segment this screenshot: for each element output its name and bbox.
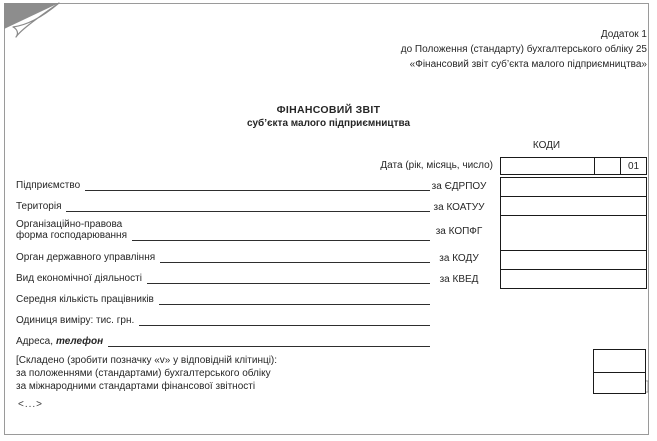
koatuu-code-box[interactable] (500, 196, 647, 216)
date-month-cell[interactable] (594, 158, 620, 174)
codes-header: КОДИ (532, 140, 561, 151)
date-day-cell: 01 (620, 158, 646, 174)
activity-row (16, 272, 430, 285)
employees-row (16, 293, 430, 306)
appendix-line-2: до Положення (стандарту) бухгалтерського обліку 25 (400, 44, 647, 55)
kodu-code-box[interactable] (500, 250, 647, 270)
kopfg-code-box[interactable] (500, 215, 647, 251)
gov-body-row (16, 251, 430, 264)
form-title-line-1: ФІНАНСОВИЙ ЗВІТ (276, 104, 381, 116)
footnote-line-1: [Складено (зробити позначку «v» у відповідній клітинці): (16, 355, 278, 366)
territory-input-line[interactable] (66, 200, 430, 212)
territory-row (16, 200, 430, 213)
ellipsis-mark: <...> (18, 399, 44, 410)
koatuu-label: за КОАТУУ (433, 202, 485, 213)
activity-input-line[interactable] (147, 272, 430, 284)
address-phone-label: телефон (55, 336, 104, 347)
gov-body-label: Орган державного управління (16, 252, 156, 263)
kved-label: за КВЕД (439, 274, 479, 285)
appendix-header (401, 27, 647, 72)
code-box-stack (500, 177, 647, 289)
employees-label: Середня кількість працівників (16, 294, 154, 305)
edrpou-label: за ЄДРПОУ (431, 181, 487, 192)
unit-row (16, 314, 430, 327)
footnote-line-3: за міжнародними стандартами фінансової звітності (16, 381, 256, 392)
kved-code-box[interactable] (500, 269, 647, 289)
standards-checkbox-box (593, 349, 646, 394)
form-title (0, 103, 657, 131)
address-row (16, 335, 430, 348)
kopfg-label: за КОПФГ (435, 226, 483, 237)
org-form-row (16, 229, 430, 242)
footnote-line-2: за положеннями (стандартами) бухгалтерського обліку (16, 368, 271, 379)
unit-input-line[interactable] (139, 314, 430, 326)
form-title-line-2: суб’єкта малого підприємництва (246, 118, 411, 129)
activity-label: Вид економічної діяльності (16, 273, 142, 284)
org-form-input-line[interactable] (132, 229, 430, 241)
gov-body-input-line[interactable] (160, 251, 430, 263)
unit-label: Одиниця виміру: тис. грн. (16, 315, 135, 326)
footnote-block (16, 354, 277, 393)
appendix-line-1: Додаток 1 (600, 29, 647, 40)
page-curl-icon (3, 2, 61, 44)
national-standards-checkbox-cell[interactable] (594, 350, 645, 372)
date-code-box (500, 157, 647, 175)
edrpou-code-box[interactable] (500, 177, 647, 197)
ifrs-checkbox-cell[interactable] (594, 372, 645, 393)
kodu-label: за КОДУ (439, 253, 479, 264)
org-form-label-line1: Організаційно-правова (16, 219, 123, 230)
address-label: Адреса, (16, 336, 53, 347)
enterprise-row (16, 179, 430, 192)
enterprise-input-line[interactable] (85, 179, 430, 191)
date-label: Дата (рік, місяць, число) (380, 160, 493, 171)
territory-label: Територія (16, 201, 62, 212)
closing-bracket-mark: ] (646, 378, 650, 393)
appendix-line-3: «Фінансовий звіт суб’єкта малого підприємництва» (409, 59, 647, 70)
date-year-cell[interactable] (501, 158, 594, 174)
org-form-label-line2: форма господарювання (16, 230, 127, 241)
employees-input-line[interactable] (159, 293, 430, 305)
enterprise-label: Підприємство (16, 180, 81, 191)
address-input-line[interactable] (108, 335, 430, 347)
